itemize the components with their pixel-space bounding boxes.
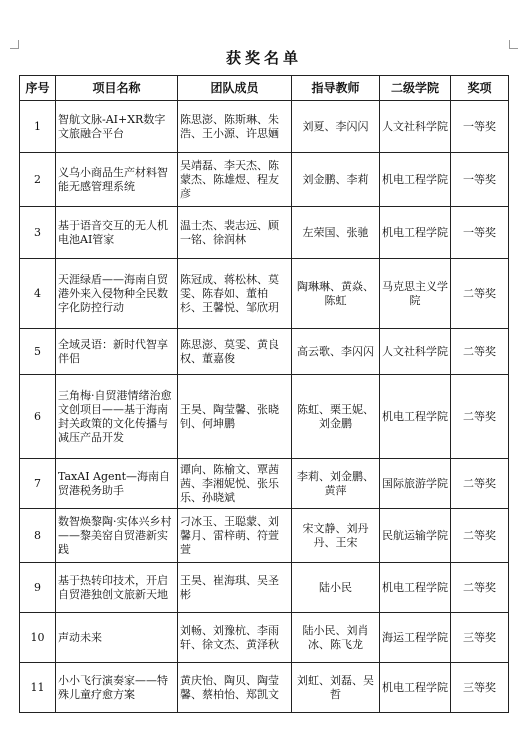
column-header-college: 二级学院 <box>380 76 451 101</box>
cell-college: 人文社科学院 <box>380 101 451 153</box>
table-row <box>20 509 509 563</box>
awards-table <box>19 75 509 713</box>
cell-no: 8 <box>20 509 56 563</box>
column-header-advisor: 指导教师 <box>292 76 380 101</box>
table-row <box>20 207 509 259</box>
cell-advisor: 刘金鹏、李莉 <box>292 153 380 207</box>
cell-team: 温士杰、裴志远、顾一铭、徐润林 <box>178 207 292 259</box>
cell-no: 3 <box>20 207 56 259</box>
table-header-row <box>20 76 509 101</box>
table-row <box>20 375 509 459</box>
cell-college: 国际旅游学院 <box>380 459 451 509</box>
cell-team: 刁冰玉、王聪蒙、刘馨月、雷梓萌、符萱萱 <box>178 509 292 563</box>
cell-project: 小小飞行演奏家——特殊儿童疗愈方案 <box>56 663 178 713</box>
cell-award: 二等奖 <box>451 509 509 563</box>
cell-project: 基于语音交互的无人机电池AI管家 <box>56 207 178 259</box>
document-title: 获奖名单 <box>225 49 302 67</box>
cell-no: 2 <box>20 153 56 207</box>
table-row <box>20 259 509 329</box>
cell-team: 黄庆怡、陶贝、陶莹馨、蔡柏怡、郑凯文 <box>178 663 292 713</box>
table-row <box>20 663 509 713</box>
cell-team: 王昊、崔海琪、吴圣彬 <box>178 563 292 613</box>
cell-advisor: 李莉、刘金鹏、黄萍 <box>292 459 380 509</box>
cell-college: 机电工程学院 <box>380 563 451 613</box>
cell-college: 马克思主义学院 <box>380 259 451 329</box>
cell-no: 11 <box>20 663 56 713</box>
cell-award: 二等奖 <box>451 259 509 329</box>
cell-team: 王昊、陶莹馨、张晓钊、何坤鹏 <box>178 375 292 459</box>
cell-award: 二等奖 <box>451 459 509 509</box>
cell-advisor: 陈虹、栗王妮、刘金鹏 <box>292 375 380 459</box>
column-header-team: 团队成员 <box>178 76 292 101</box>
cell-team: 陈思澎、莫雯、黄良权、董嘉俊 <box>178 329 292 375</box>
cell-team: 刘畅、刘豫杭、李雨轩、徐文杰、黄泽秋 <box>178 613 292 663</box>
cell-team: 谭向、陈榆文、覃茜茜、李湘妮悦、张乐乐、孙晓斌 <box>178 459 292 509</box>
table-row <box>20 613 509 663</box>
cell-project: 天涯绿盾——海南自贸港外来入侵物种全民数字化防控行动 <box>56 259 178 329</box>
cell-project: TaxAI Agent—海南自贸港税务助手 <box>56 459 178 509</box>
cell-award: 三等奖 <box>451 663 509 713</box>
table-row <box>20 153 509 207</box>
cell-project: 智航文脉-AI+XR数字文旅融合平台 <box>56 101 178 153</box>
cell-advisor: 刘夏、李闪闪 <box>292 101 380 153</box>
cell-team: 陈思澎、陈斯琳、朱浩、王小源、许思婳 <box>178 101 292 153</box>
cell-award: 三等奖 <box>451 613 509 663</box>
cell-team: 陈冠成、蒋松林、莫雯、陈春如、董柏杉、王馨悦、邹欣玥 <box>178 259 292 329</box>
cell-project: 义乌小商品生产材料智能无感管理系统 <box>56 153 178 207</box>
cell-award: 二等奖 <box>451 329 509 375</box>
cell-advisor: 刘虹、刘磊、吴哲 <box>292 663 380 713</box>
cell-college: 机电工程学院 <box>380 375 451 459</box>
column-header-project: 项目名称 <box>56 76 178 101</box>
cell-project: 全域灵语：新时代智享伴侣 <box>56 329 178 375</box>
table-row <box>20 329 509 375</box>
cell-college: 海运工程学院 <box>380 613 451 663</box>
table-row <box>20 101 509 153</box>
cell-no: 6 <box>20 375 56 459</box>
cell-project: 声动未来 <box>56 613 178 663</box>
cell-advisor: 左荣国、张驰 <box>292 207 380 259</box>
cell-advisor: 陆小民、刘肖冰、陈飞龙 <box>292 613 380 663</box>
cell-no: 9 <box>20 563 56 613</box>
cell-college: 机电工程学院 <box>380 207 451 259</box>
cell-project: 数智焕黎陶·实体兴乡村——黎美窑自贸港新实践 <box>56 509 178 563</box>
cell-no: 5 <box>20 329 56 375</box>
cell-college: 人文社科学院 <box>380 329 451 375</box>
cell-college: 机电工程学院 <box>380 153 451 207</box>
cell-advisor: 陆小民 <box>292 563 380 613</box>
cell-project: 基于热转印技术，开启自贸港独创文旅新天地 <box>56 563 178 613</box>
cell-no: 7 <box>20 459 56 509</box>
cell-advisor: 高云歌、李闪闪 <box>292 329 380 375</box>
cell-award: 二等奖 <box>451 375 509 459</box>
cell-team: 吴靖磊、李天杰、陈蒙杰、陈雄煜、程友彦 <box>178 153 292 207</box>
table-row <box>20 459 509 509</box>
column-header-award: 奖项 <box>451 76 509 101</box>
cell-award: 一等奖 <box>451 153 509 207</box>
cell-college: 机电工程学院 <box>380 663 451 713</box>
cell-award: 一等奖 <box>451 101 509 153</box>
cell-no: 4 <box>20 259 56 329</box>
cell-award: 二等奖 <box>451 563 509 613</box>
cell-no: 10 <box>20 613 56 663</box>
cell-college: 民航运输学院 <box>380 509 451 563</box>
cell-award: 一等奖 <box>451 207 509 259</box>
cell-advisor: 陶琳琳、黄焱、陈虹 <box>292 259 380 329</box>
column-header-no: 序号 <box>20 76 56 101</box>
table-row <box>20 563 509 613</box>
cell-project: 三角梅·自贸港情绪治愈文创项目——基于海南封关政策的文化传播与减压产品开发 <box>56 375 178 459</box>
cell-advisor: 宋文静、刘丹丹、王宋 <box>292 509 380 563</box>
cell-no: 1 <box>20 101 56 153</box>
